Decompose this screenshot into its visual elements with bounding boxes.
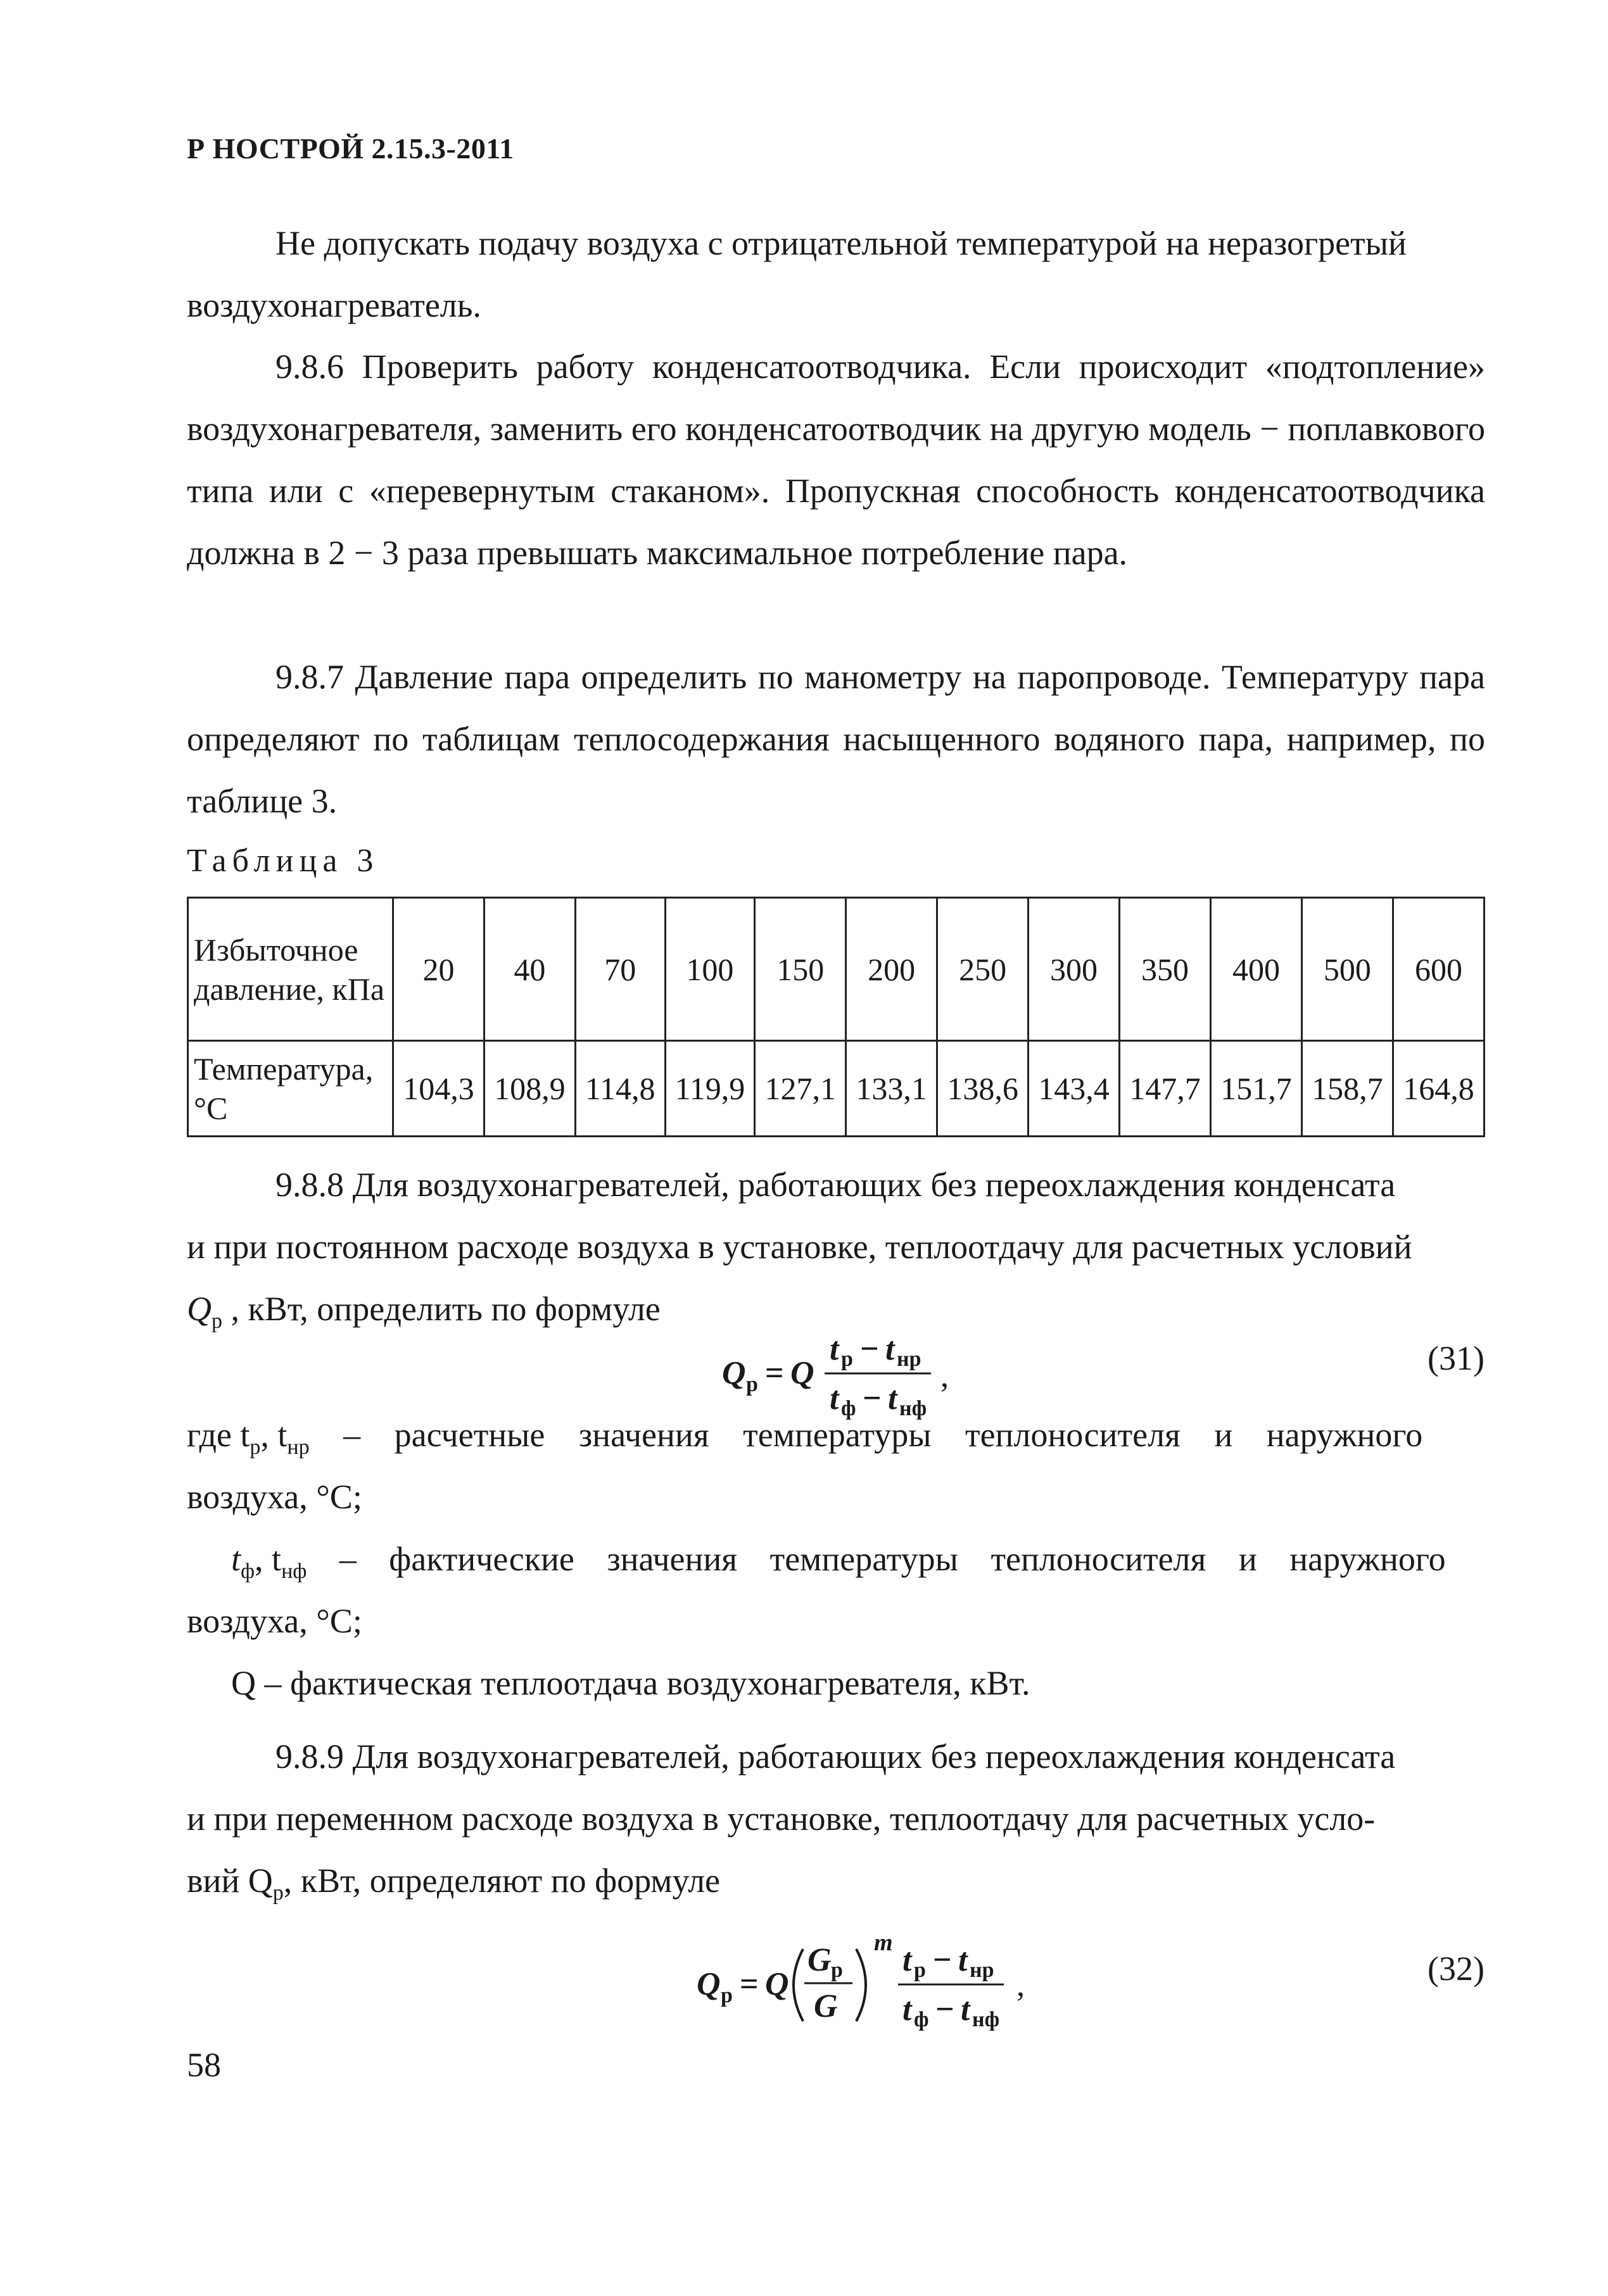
table-cell: 400 <box>1210 898 1301 1041</box>
svg-text:t: t <box>961 1991 970 2028</box>
table-row-temperature <box>188 1041 1485 1137</box>
svg-text:нр: нр <box>970 1959 994 1982</box>
definition-1 <box>187 1415 1485 1460</box>
table-cell: 158,7 <box>1301 1041 1393 1137</box>
table-cell: 600 <box>1393 898 1484 1041</box>
equation-number-31: (31) <box>1428 1339 1485 1377</box>
def-1-vars: где t <box>187 1416 250 1454</box>
definition-3: Q – фактическая теплоотдача воздухонагревателя, кВт. <box>231 1664 1030 1702</box>
table-cell: 133,1 <box>846 1041 937 1137</box>
svg-text:t: t <box>958 1942 968 1978</box>
section-9-8-9-line-2: и при переменном расходе воздуха в установке, теплоотдачу для расчетных усло- <box>187 1800 1376 1838</box>
paragraph-1 <box>187 212 1485 336</box>
table-cell: 40 <box>484 898 575 1041</box>
def-2-mid: , t <box>255 1540 282 1578</box>
formula-31-graphic <box>716 1320 994 1428</box>
svg-text:ф: ф <box>914 2008 929 2031</box>
formula-32-graphic <box>690 1925 1045 2045</box>
svg-text:m: m <box>874 1929 893 1956</box>
def-1-sub-2: нр <box>287 1435 310 1459</box>
table-cell: 250 <box>937 898 1029 1041</box>
table-cell: 300 <box>1029 898 1120 1041</box>
svg-text:р: р <box>841 1347 853 1371</box>
def-2-text: – фактические значения температуры теплоносителя и наружного <box>307 1540 1446 1578</box>
paragraph-1-line-1: Не допускать подачу воздуха с отрицательной температурой на неразогретый <box>275 224 1407 262</box>
svg-text:=: = <box>740 1966 759 2002</box>
table-cell: 143,4 <box>1029 1041 1120 1137</box>
paragraph-2 <box>187 336 1485 584</box>
svg-text:−: − <box>935 1991 954 2028</box>
svg-text:−: − <box>933 1942 952 1978</box>
def-2-sub-1: ф <box>241 1559 255 1583</box>
svg-text:Q: Q <box>697 1966 721 2002</box>
table-cell: 104,3 <box>393 1041 484 1137</box>
equation-number-32: (32) <box>1428 1950 1485 1988</box>
svg-text:G: G <box>814 1988 838 2024</box>
def-1-mid: , t <box>260 1416 288 1454</box>
q-subscript: р <box>212 1309 222 1333</box>
section-9-8-9 <box>187 1725 1485 1924</box>
section-9-8-9-line-3-text: , кВт, определяют по формуле <box>283 1862 720 1900</box>
table-cell: 119,9 <box>665 1041 755 1137</box>
svg-text:нф: нф <box>899 1397 927 1420</box>
svg-text:р: р <box>831 1959 843 1982</box>
svg-text:G: G <box>807 1942 832 1978</box>
section-9-8-8-line-3-text: , кВт, определить по формуле <box>222 1290 661 1328</box>
table-cell: 147,7 <box>1120 1041 1211 1137</box>
row-label-temperature: Температура, °С <box>188 1041 393 1137</box>
document-header: Р НОСТРОЙ 2.15.3-2011 <box>187 132 514 165</box>
svg-text:,: , <box>1016 1967 1025 2003</box>
svg-text:Q: Q <box>765 1966 789 2002</box>
page-number: 58 <box>187 2046 221 2084</box>
definition-2 <box>231 1539 1485 1584</box>
section-9-8-9-line-3 <box>187 1850 1485 1924</box>
def-1-text: – расчетные значения температуры теплоносителя и наружного <box>309 1416 1423 1454</box>
paragraph-2-text: 9.8.6 Проверить работу конденсатоотводчика. Если происходит «подтопление» воздухонагревателя, заменить его конденсатоотводчик на другую модель − поплавкового типа или с «перевернутым стаканом». Пропускная способность конденсатоотводчика должна в 2 − 3 раза превышать максимальное потребление пара. <box>187 348 1485 572</box>
table-cell: 100 <box>665 898 755 1041</box>
table-cell: 70 <box>575 898 665 1041</box>
svg-text:t: t <box>902 1942 912 1978</box>
paragraph-3 <box>187 646 1485 832</box>
svg-text:Q: Q <box>722 1355 746 1391</box>
svg-text:,: , <box>940 1358 949 1394</box>
table-cell: 151,7 <box>1210 1041 1301 1137</box>
def-1-sub-1: р <box>250 1435 261 1459</box>
row-label-pressure: Избыточное давление, кПа <box>188 898 393 1041</box>
section-9-8-8-line-2: и при постоянном расходе воздуха в установке, теплоотдачу для расчетных условий <box>187 1228 1412 1266</box>
def-2-var: t <box>231 1540 241 1578</box>
definition-1-cont: воздуха, °С; <box>187 1478 362 1516</box>
def-2-sub-2: нф <box>281 1559 307 1583</box>
svg-text:t: t <box>885 1331 895 1367</box>
table-cell: 108,9 <box>484 1041 575 1137</box>
table-cell: 350 <box>1120 898 1211 1041</box>
svg-text:ф: ф <box>841 1397 856 1420</box>
pressure-temperature-table <box>187 897 1485 1137</box>
svg-text:р: р <box>746 1373 758 1396</box>
section-9-8-9-line-3-pre: вий Q <box>187 1862 273 1900</box>
paragraph-3-text: 9.8.7 Давление пара определить по манометру на паропроводе. Температуру пара определяют по таблицам теплосодержания насыщенного водяного пара, например, по таблице 3. <box>187 658 1485 820</box>
svg-text:−: − <box>860 1331 879 1367</box>
q-symbol: Q <box>187 1290 212 1328</box>
table-title: Таблица 3 <box>187 843 379 879</box>
svg-text:t: t <box>830 1380 839 1416</box>
svg-text:=: = <box>765 1355 784 1391</box>
svg-text:t: t <box>830 1331 839 1367</box>
svg-text:−: − <box>863 1380 882 1416</box>
table-cell: 127,1 <box>755 1041 846 1137</box>
table-row-pressure <box>188 898 1485 1041</box>
svg-text:р: р <box>914 1959 926 1982</box>
svg-text:t: t <box>888 1380 897 1416</box>
table-cell: 164,8 <box>1393 1041 1484 1137</box>
section-9-8-8-line-1: 9.8.8 Для воздухонагревателей, работающих без переохлаждения конденсата <box>275 1166 1396 1204</box>
svg-text:нр: нр <box>897 1347 921 1371</box>
svg-text:нф: нф <box>972 2008 1000 2031</box>
paragraph-1-line-2: воздухонагреватель. <box>187 286 481 324</box>
section-9-8-9-line-1: 9.8.9 Для воздухонагревателей, работающих без переохлаждения конденсата <box>275 1738 1396 1776</box>
table-cell: 200 <box>846 898 937 1041</box>
definition-2-cont: воздуха, °С; <box>187 1602 362 1640</box>
table-cell: 500 <box>1301 898 1393 1041</box>
svg-text:Q: Q <box>790 1355 814 1391</box>
svg-text:t: t <box>902 1991 912 2028</box>
svg-text:р: р <box>721 1984 733 2007</box>
section-9-8-9-line-3-sub: р <box>272 1881 284 1905</box>
table-cell: 20 <box>393 898 484 1041</box>
table-cell: 114,8 <box>575 1041 665 1137</box>
table-cell: 150 <box>755 898 846 1041</box>
table-cell: 138,6 <box>937 1041 1029 1137</box>
